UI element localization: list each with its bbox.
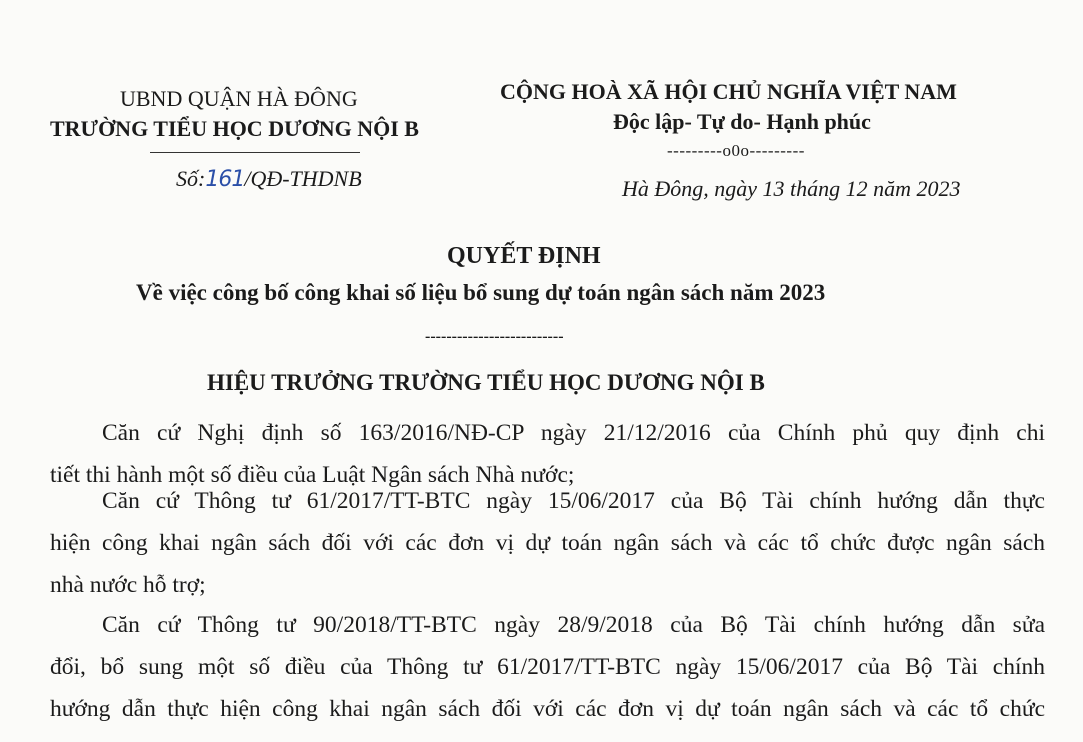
number-prefix: Số:	[176, 166, 206, 191]
paragraph-2-line-1: Căn cứ Thông tư 61/2017/TT-BTC ngày 15/06/2017 của Bộ Tài chính hướng dẫn thực	[102, 488, 1045, 514]
country-name: CỘNG HOÀ XÃ HỘI CHỦ NGHĨA VIỆT NAM	[500, 79, 957, 104]
place-and-date: Hà Đông, ngày 13 tháng 12 năm 2023	[622, 176, 961, 201]
subject-divider: --------------------------	[425, 328, 564, 345]
paragraph-2-line-3: nhà nước hỗ trợ;	[50, 572, 206, 598]
paragraph-1-line-1: Căn cứ Nghị định số 163/2016/NĐ-CP ngày 21/12/2016 của Chính phủ quy định chi	[102, 420, 1045, 446]
school-underline	[150, 152, 360, 153]
agency-name: UBND QUẬN HÀ ĐÔNG	[120, 86, 358, 111]
authority-heading: HIỆU TRƯỞNG TRƯỜNG TIỂU HỌC DƯƠNG NỘI B	[207, 370, 765, 395]
decision-subject: Về việc công bố công khai số liệu bổ sung dự toán ngân sách năm 2023	[136, 280, 826, 305]
document-number	[176, 166, 362, 192]
national-motto: Độc lập- Tự do- Hạnh phúc	[613, 109, 871, 134]
decision-title: QUYẾT ĐỊNH	[447, 243, 601, 269]
school-name: TRƯỜNG TIỂU HỌC DƯƠNG NỘI B	[50, 116, 419, 141]
number-suffix: /QĐ-THDNB	[244, 166, 362, 191]
paragraph-3-line-2: đổi, bổ sung một số điều của Thông tư 61/2017/TT-BTC ngày 15/06/2017 của Bộ Tài chính	[50, 654, 1045, 680]
paragraph-3-line-3: hướng dẫn thực hiện công khai ngân sách đối với các đơn vị dự toán ngân sách và các tổ chức	[50, 696, 1045, 722]
handwritten-number: 161	[205, 167, 245, 192]
paragraph-2-line-2: hiện công khai ngân sách đối với các đơn vị dự toán ngân sách và các tổ chức được ngân sách	[50, 530, 1045, 556]
motto-separator: ---------o0o---------	[667, 141, 805, 160]
paragraph-3-line-1: Căn cứ Thông tư 90/2018/TT-BTC ngày 28/9/2018 của Bộ Tài chính hướng dẫn sửa	[102, 612, 1045, 638]
paragraph-1-line-2: tiết thi hành một số điều của Luật Ngân sách Nhà nước;	[50, 462, 575, 488]
